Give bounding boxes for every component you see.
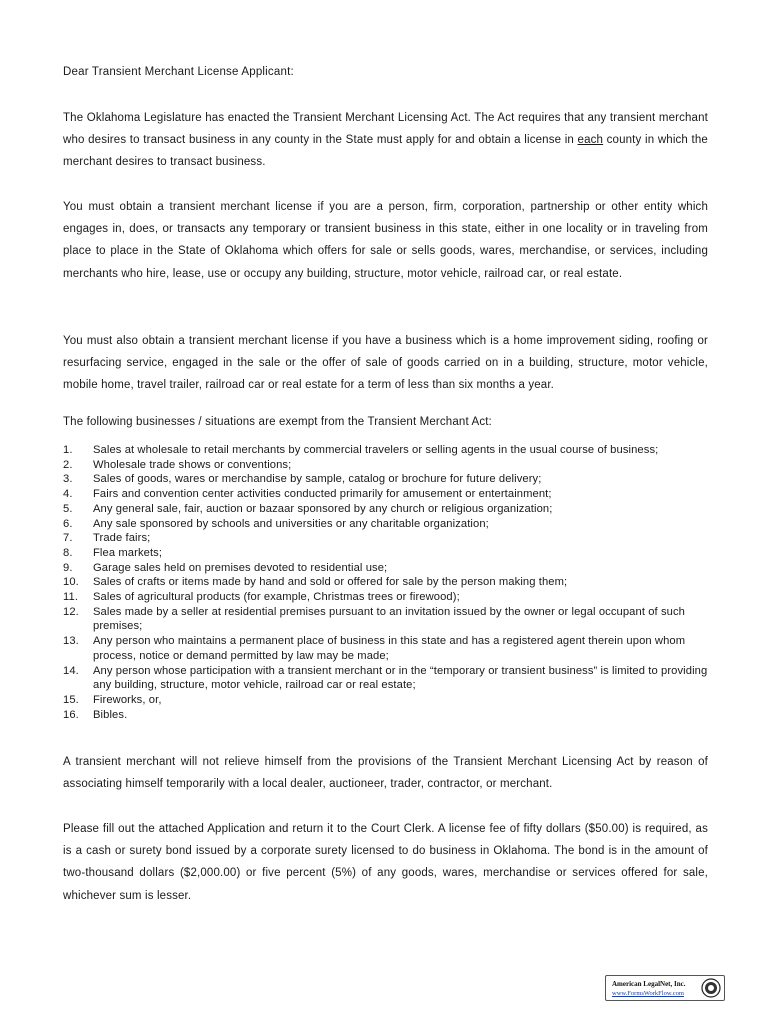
greeting: Dear Transient Merchant License Applicant:: [63, 66, 294, 78]
list-item: [63, 487, 708, 502]
paragraph-license-act-end: county in which the merchant desires to transact business.: [63, 134, 708, 169]
list-item-number: 6.: [63, 517, 73, 530]
paragraph-instructions: Please fill out the attached Application and return it to the Court Clerk. A license fee of fifty dollars ($50.00) is required, as is a cash or surety bond issued by a corporate surety licensed to do business in Oklahoma. The bond is in the amount of two-thousand dollars ($2,000.00) or five percent (5%) of any goods, wares, merchandise or services offered for sale, whichever sum is lesser.: [63, 823, 708, 902]
list-item-text: Flea markets;: [93, 546, 163, 559]
list-item: [63, 443, 708, 458]
list-item-number: 3.: [63, 473, 73, 486]
list-item-text: Trade fairs;: [93, 532, 151, 545]
list-item-text: Any person whose participation with a transient merchant or in the “temporary or transient business” is limited to providing any building, structure, motor vehicle, railroad car or real estate;: [93, 664, 708, 692]
emphasis-each: each: [577, 134, 604, 147]
list-item-number: 11.: [63, 591, 79, 604]
footer-company: American LegalNet, Inc.: [612, 980, 686, 988]
list-item: [63, 664, 708, 693]
list-item-text: Any general sale, fair, auction or bazaar sponsored by any church or religious organization;: [93, 502, 553, 515]
list-item-text: Any person who maintains a permanent place of business in this state and has a registered agent therein upon whom process, notice or demand permitted by law may be made;: [93, 635, 686, 662]
list-item-number: 7.: [63, 532, 73, 545]
list-item-text: Fairs and convention center activities conducted primarily for amusement or entertainment;: [93, 488, 552, 501]
list-item-text: Bibles.: [93, 708, 128, 721]
list-item-text: Sales at wholesale to retail merchants by commercial travelers or selling agents in the usual course of business;: [93, 444, 659, 456]
paragraph-license-act: [63, 107, 708, 174]
paragraph-home-improvement: You must also obtain a transient merchant license if you have a business which is a home improvement siding, roofing or resurfacing service, engaged in the sale or the offer of sale of goods carried on in a building, structure, motor vehicle, mobile home, travel trailer, railroad car or real estate for a term of less than six months a year.: [63, 335, 708, 392]
list-item: [63, 561, 708, 576]
list-item-number: 14.: [63, 664, 79, 677]
paragraph-license-act-text: The Oklahoma Legislature has enacted the Transient Merchant Licensing Act. The Act requires that any transient merchant who desires to transact business in any county in the State must apply for and obtain a license in: [63, 112, 708, 147]
list-item-number: 13.: [63, 635, 79, 648]
list-item-number: 15.: [63, 693, 79, 706]
list-item-text: Sales made by a seller at residential premises pursuant to an invitation issued by the owner or legal occupant of such premises;: [93, 605, 686, 633]
list-item-number: 16.: [63, 708, 79, 721]
list-item-text: Sales of agricultural products (for example, Christmas trees or firewood);: [93, 591, 460, 604]
list-item: [63, 458, 708, 473]
list-item-number: 5.: [63, 502, 73, 515]
list-item-text: Wholesale trade shows or conventions;: [93, 458, 292, 471]
list-item: [63, 546, 708, 561]
footer-stamp: [605, 975, 725, 1001]
list-item: [63, 605, 708, 634]
list-item-text: Sales of goods, wares or merchandise by sample, catalog or brochure for future delivery;: [93, 473, 542, 486]
list-item: [63, 708, 708, 723]
list-item-text: Fireworks, or,: [93, 693, 162, 706]
list-item-text: Any sale sponsored by schools and universities or any charitable organization;: [93, 517, 489, 530]
footer-url-link[interactable]: www.FormsWorkFlow.com: [612, 990, 684, 997]
list-item-number: 8.: [63, 546, 73, 559]
list-item-number: 1.: [63, 444, 73, 456]
list-item: [63, 531, 708, 546]
list-item: [63, 590, 708, 605]
list-item: [63, 502, 708, 517]
exemption-list: [63, 443, 708, 722]
list-item-number: 2.: [63, 458, 73, 471]
list-item: [63, 634, 708, 663]
list-item-text: Sales of crafts or items made by hand and sold or offered for sale by the person making them;: [93, 576, 568, 589]
list-item: [63, 575, 708, 590]
paragraph-no-relief: A transient merchant will not relieve himself from the provisions of the Transient Merchant Licensing Act by reason of associating himself temporarily with a local dealer, auctioneer, trader, contractor, or merchant.: [63, 756, 708, 791]
seal-logo-icon: [701, 978, 721, 998]
list-item-number: 10.: [63, 576, 79, 589]
list-item-number: 4.: [63, 488, 73, 501]
list-item: [63, 693, 708, 708]
list-item-text: Garage sales held on premises devoted to residential use;: [93, 561, 388, 574]
paragraph-who-must-obtain: You must obtain a transient merchant license if you are a person, firm, corporation, partnership or other entity which engages in, does, or transacts any temporary or transient business in this state, either in one locality or in traveling from place to place in the State of Oklahoma which offers for sale or sells goods, wares, merchandise, or services, including merchants who hire, lease, use or occupy any building, structure, motor vehicle, railroad car, or real estate.: [63, 201, 708, 280]
list-item-number: 12.: [63, 605, 79, 618]
exempt-intro: The following businesses / situations are exempt from the Transient Merchant Act:: [63, 416, 492, 428]
list-item: [63, 517, 708, 532]
list-item: [63, 472, 708, 487]
list-item-number: 9.: [63, 561, 73, 574]
